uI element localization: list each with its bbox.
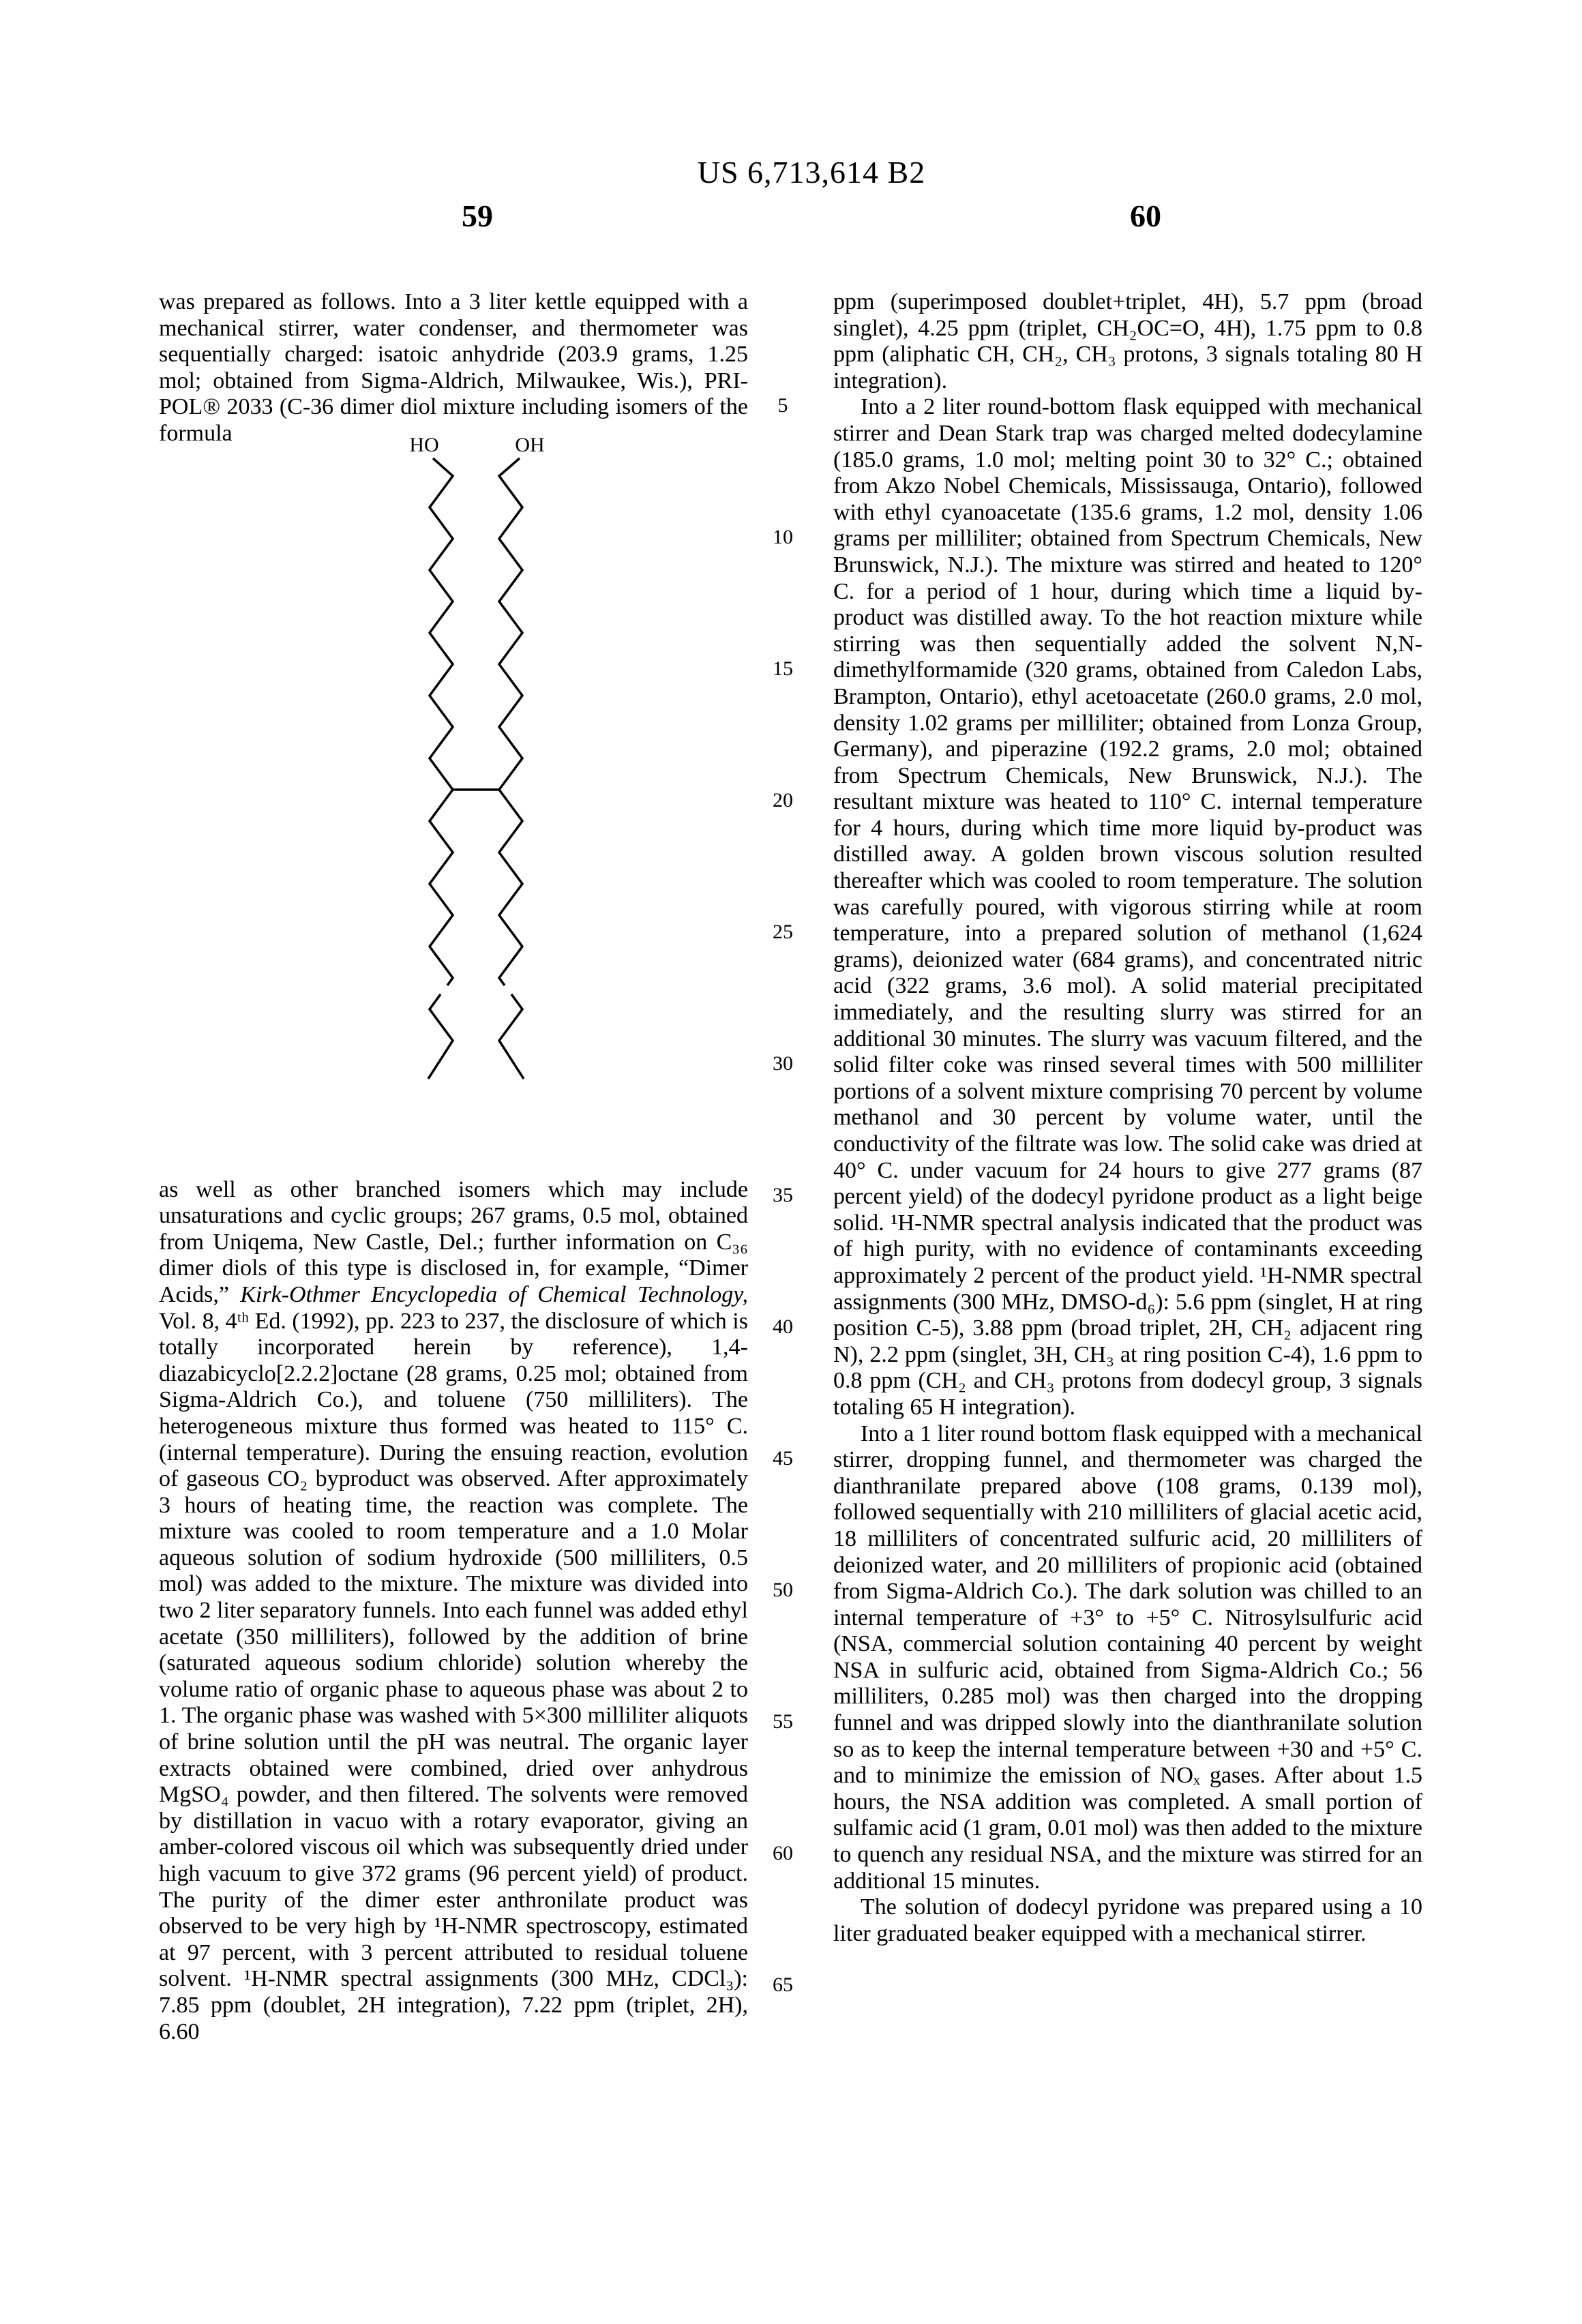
zigzag-chain-right-lower xyxy=(499,994,524,1079)
line-number: 10 xyxy=(773,526,793,548)
line-number-gutter xyxy=(756,394,810,2105)
paragraph-continued-from-previous-page: was prepared as follows. Into a 3 liter kettle equipped with a mechanical stirrer, water condenser, and thermometer was sequentially charged: isatoic anhydride (203.9 grams, 1.25 mol; obtained from Sigma-Aldrich, Milwaukee, Wis.), PRI-POL® 2033 (C-36 dimer diol mixture including isomers of the formula xyxy=(159,289,748,446)
line-number: 25 xyxy=(773,921,793,943)
line-number: 45 xyxy=(773,1447,793,1470)
text-segment: as well as other branched isomers which may include unsaturations and cyclic groups; 267 grams, 0.5 mol, obtained from Uniqema, New Castle, Del.; further information on C₃₆ dimer diols of this type is disclosed in, for example, “Dimer Acids,” xyxy=(159,1176,748,1307)
line-number: 65 xyxy=(773,1973,793,1996)
column-number-right: 60 xyxy=(1130,198,1161,233)
left-column xyxy=(159,289,748,2045)
publication-number: US 6,713,614 B2 xyxy=(697,155,926,190)
zigzag-chain-right-upper xyxy=(499,458,522,985)
dimer-diol-structure xyxy=(382,431,559,1086)
line-number: 30 xyxy=(773,1052,793,1075)
zigzag-chain-left-lower xyxy=(428,994,453,1079)
line-number: 15 xyxy=(773,657,793,680)
hydroxyl-label-left: HO xyxy=(409,433,439,456)
chemical-structure-figure xyxy=(159,433,748,1177)
line-number: 35 xyxy=(773,1184,793,1206)
paragraph: The solution of dodecyl pyridone was prepared using a 10 liter graduated beaker equipped with a mechanical stirrer. xyxy=(833,1894,1422,1946)
line-number: 50 xyxy=(773,1579,793,1601)
line-number: 5 xyxy=(777,394,788,417)
text-segment: Vol. 8, 4ᵗʰ Ed. (1992), pp. 223 to 237, the disclosure of which is totally incorporated herein by reference), 1,4-diazabicyclo[2.2.2]octane (28 grams, 0.25 mol; obtained from Sigma-Aldrich Co.), and toluene (750 milliliters). The heterogeneous mixture thus formed was heated to 115° C. (internal temperature). During the ensuing reaction, evolution of gaseous CO₂ byproduct was observed. After approximately 3 hours of heating time, the reaction was complete. The mixture was cooled to room temperature and a 1.0 Molar aqueous solution of sodium hydroxide (500 milliliters, 0.5 mol) was added to the mixture. The mixture was divided into two 2 liter separatory funnels. Into each funnel was added ethyl acetate (350 milliliters), followed by the addition of brine (saturated aqueous sodium chloride) solution whereby the volume ratio of organic phase to aqueous phase was about 2 to 1. The organic phase was washed with 5×300 milliliter aliquots of brine solution until the pH was neutral. The organic layer extracts obtained were combined, dried over anhydrous MgSO₄ powder, and then filtered. The solvents were removed by distillation in vacuo with a rotary evaporator, giving an amber-colored viscous oil which was subsequently dried under high vacuum to give 372 grams (96 percent yield) of product. The purity of the dimer ester anthronilate product was observed to be very high by ¹H-NMR spectroscopy, estimated at 97 percent, with 3 percent attributed to residual toluene solvent. ¹H-NMR spectral assignments (300 MHz, CDCl₃): 7.85 ppm (doublet, 2H integration), 7.22 ppm (triplet, 2H), 6.60 xyxy=(159,1308,748,2044)
paragraph: Into a 1 liter round bottom flask equipped with a mechanical stirrer, dropping funnel, and thermometer was charged the dianthranilate prepared above (108 grams, 0.139 mol), followed sequentially with 210 milliliters of glacial acetic acid, 18 milliliters of concentrated sulfuric acid, 20 milliliters of deionized water, and 20 milliliters of propionic acid (obtained from Sigma-Aldrich Co.). The dark solution was chilled to an internal temperature of +3° to +5° C. Nitrosylsulfuric acid (NSA, commercial solution containing 40 percent by weight NSA in sulfuric acid, obtained from Sigma-Aldrich Co.; 56 milliliters, 0.285 mol) was then charged into the dropping funnel and was dripped slowly into the dianthranilate solution so as to keep the internal temperature between +30 and +5° C. and to minimize the emission of NOₓ gases. After about 1.5 hours, the NSA addition was completed. A small portion of sulfamic acid (1 gram, 0.01 mol) was then added to the mixture to quench any residual NSA, and the mixture was stirred for an additional 15 minutes. xyxy=(833,1420,1422,1894)
line-number: 60 xyxy=(773,1842,793,1864)
paragraph: ppm (superimposed doublet+triplet, 4H), 5.7 ppm (broad singlet), 4.25 ppm (triplet, CH₂OC=O, 4H), 1.75 ppm to 0.8 ppm (aliphatic CH, CH₂, CH₃ protons, 3 signals totaling 80 H integration). xyxy=(833,289,1422,393)
line-number: 20 xyxy=(773,789,793,811)
hydroxyl-label-right: OH xyxy=(515,433,545,456)
right-column xyxy=(833,289,1422,1947)
column-number-left: 59 xyxy=(462,198,493,233)
paragraph: Into a 2 liter round-bottom flask equipped with mechanical stirrer and Dean Stark trap was charged melted dodecylamine (185.0 grams, 1.0 mol; melting point 30 to 32° C.; obtained from Akzo Nobel Chemicals, Mississauga, Ontario), followed with ethyl cyanoacetate (135.6 grams, 1.2 mol, density 1.06 grams per milliliter; obtained from Spectrum Chemicals, New Brunswick, N.J.). The mixture was stirred and heated to 120° C. for a period of 1 hour, during which time a liquid by-product was distilled away. To the hot reaction mixture while stirring was then sequentially added the solvent N,N-dimethylformamide (320 grams, obtained from Caledon Labs, Brampton, Ontario), ethyl acetoacetate (260.0 grams, 2.0 mol, density 1.02 grams per milliliter; obtained from Lonza Group, Germany), and piperazine (192.2 grams, 2.0 mol; obtained from Spectrum Chemicals, New Brunswick, N.J.). The resultant mixture was heated to 110° C. internal temperature for 4 hours, during which time more liquid by-product was distilled away. A golden brown viscous solution resulted thereafter which was cooled to room temperature. The solution was carefully poured, with vigorous stirring while at room temperature, into a prepared solution of methanol (1,624 grams), deionized water (684 grams), and concentrated nitric acid (322 grams, 3.6 mol). A solid material precipitated immediately, and the resulting slurry was stirred for an additional 30 minutes. The slurry was vacuum filtered, and the solid filter coke was rinsed several times with 500 milliliter portions of a solvent mixture comprising 70 percent by volume methanol and 30 percent by volume water, until the conductivity of the filtrate was low. The solid cake was dried at 40° C. under vacuum for 24 hours to give 277 grams (87 percent yield) of the dodecyl pyridone product as a light beige solid. ¹H-NMR spectral analysis indicated that the product was of high purity, with no evidence of contaminants exceeding approximately 2 percent of the product yield. ¹H-NMR spectral assignments (300 MHz, DMSO-d₆): 5.6 ppm (singlet, H at ring position C-5), 3.88 ppm (broad triplet, 2H, CH₂ adjacent ring N), 2.2 ppm (singlet, 3H, CH₃ at ring position C-4), 1.6 ppm to 0.8 ppm (CH₂ and CH₃ protons from dodecyl group, 3 signals totaling 65 H integration). xyxy=(833,394,1422,1420)
line-number: 55 xyxy=(773,1710,793,1733)
text-segment: Kirk-Othmer Encyclopedia of Chemical Technology, xyxy=(240,1281,748,1307)
line-number: 40 xyxy=(773,1315,793,1338)
zigzag-chain-left-upper xyxy=(430,458,453,985)
paragraph-after-formula xyxy=(159,1177,748,2046)
